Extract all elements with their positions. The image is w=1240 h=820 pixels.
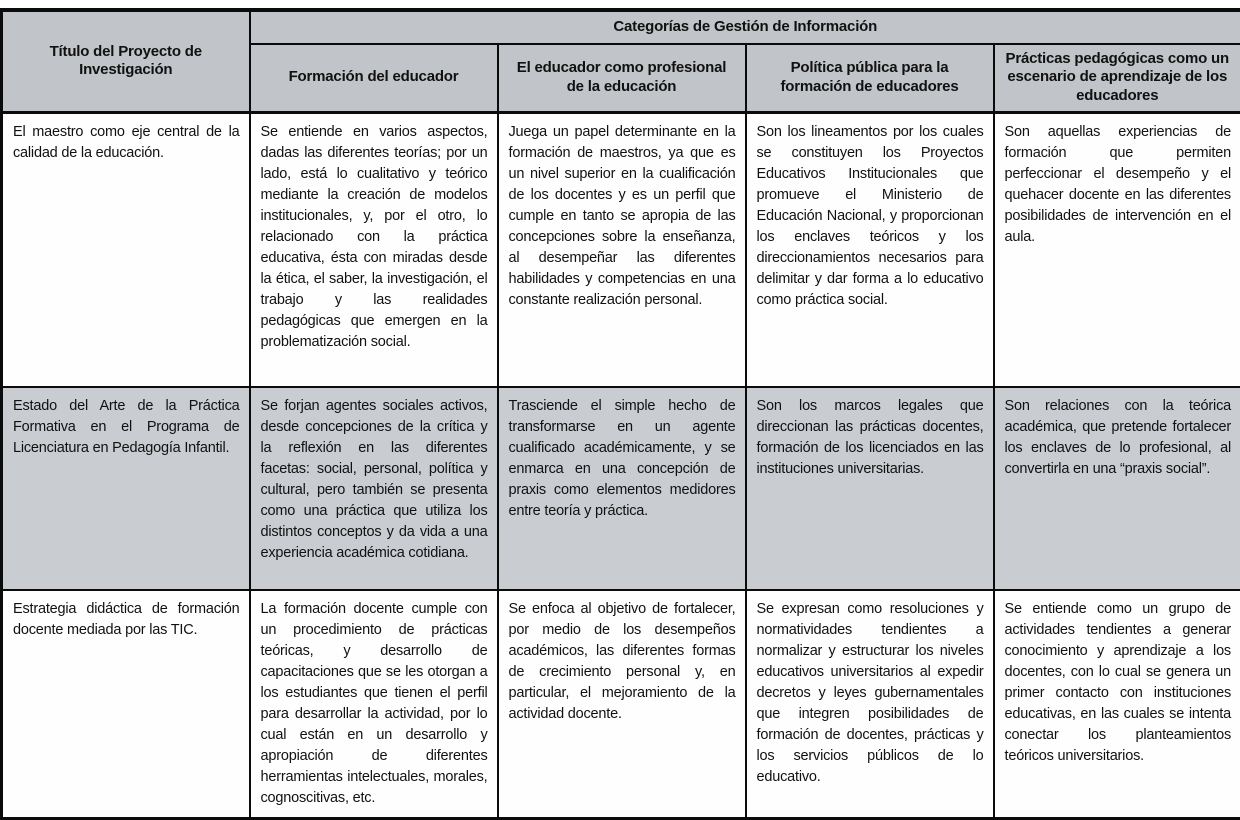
group-header-cell: Categorías de Gestión de Información [250,10,1240,44]
category-description-cell: Juega un papel determinante en la formación de maestros, ya que es un nivel superior en la cualificación de los docentes y es un perfil que cumple en tanto se apropia de las concepciones sobre la enseñanza, al desempeñar las diferentes habilidades y competencias en una constante realización personal. [498,112,746,387]
column-header-practicas-pedagogicas: Prácticas pedagógicas como un escenario de aprendizaje de los educadores [994,44,1240,112]
column-header-politica-publica: Política pública para la formación de educadores [746,44,994,112]
information-management-table [0,8,1240,820]
table-row [2,112,1240,387]
column-header-educador-profesional: El educador como profesional de la educación [498,44,746,112]
category-description-cell: Se expresan como resoluciones y normatividades tendientes a normalizar y estructurar los niveles educativos universitarios al expedir decretos y leyes gubernamentales que integren posibilidades de formación de docentes, prácticas y los servicios públicos de lo educativo. [746,590,994,819]
category-description-cell: Son los marcos legales que direccionan las prácticas docentes, formación de los licenciados en las instituciones universitarias. [746,387,994,590]
category-description-cell: Se forjan agentes sociales activos, desde concepciones de la crítica y la reflexión en las diferentes facetas: social, personal, política y cultural, pero también se presenta como una práctica que utiliza los distintos conceptos y da vida a una experiencia académica cotidiana. [250,387,498,590]
category-description-cell: Son relaciones con la teórica académica, que pretende fortalecer los enclaves de lo profesional, al convertirla en una “praxis social”. [994,387,1240,590]
project-title-cell: El maestro como eje central de la calidad de la educación. [2,112,250,387]
category-description-cell: Son aquellas experiencias de formación que permiten perfeccionar el desempeño y el quehacer docente en las diferentes posibilidades de intervención en el aula. [994,112,1240,387]
category-description-cell: Son los lineamentos por los cuales se constituyen los Proyectos Educativos Institucionales que promueve el Ministerio de Educación Nacional, y proporcionan los enclaves teóricos y los direccionamientos necesarios para delimitar y dar forma a lo educativo como práctica social. [746,112,994,387]
category-description-cell: Se enfoca al objetivo de fortalecer, por medio de los desempeños académicos, las diferentes formas de crecimiento personal y, en particular, el mejoramiento de la actividad docente. [498,590,746,819]
category-description-cell: Se entiende en varios aspectos, dadas las diferentes teorías; por un lado, está lo cualitativo y teórico mediante la creación de modelos institucionales, y, por el otro, lo relacionado con la práctica educativa, ésta con miradas desde la ética, el saber, la investigación, el trabajo y las realidades pedagógicas que emergen en la problematización social. [250,112,498,387]
table-row [2,590,1240,819]
project-title-cell: Estrategia didáctica de formación docente mediada por las TIC. [2,590,250,819]
category-description-cell: Se entiende como un grupo de actividades tendientes a generar conocimiento y aprendizaje a los docentes, con lo cual se genera un primer contacto con instituciones educativas, en las cuales se intenta conectar los planteamientos teóricos universitarios. [994,590,1240,819]
project-title-cell: Estado del Arte de la Práctica Formativa en el Programa de Licenciatura en Pedagogía Infantil. [2,387,250,590]
category-description-cell: La formación docente cumple con un procedimiento de prácticas teóricas, y desarrollo de capacitaciones que se les otorgan a los estudiantes que tienen el perfil para desarrollar la actividad, por lo cual están en un desarrollo y apropiación de diferentes herramientas intelectuales, morales, cognoscitivas, etc. [250,590,498,819]
column-header-formacion-del-educador: Formación del educador [250,44,498,112]
header-group-row [2,10,1240,44]
category-description-cell: Trasciende el simple hecho de transformarse en un agente cualificado académicamente, y se enmarca en una concepción de praxis como elementos medidores entre teoría y práctica. [498,387,746,590]
table-row [2,387,1240,590]
corner-header-cell: Título del Proyecto de Investigación [2,10,250,112]
